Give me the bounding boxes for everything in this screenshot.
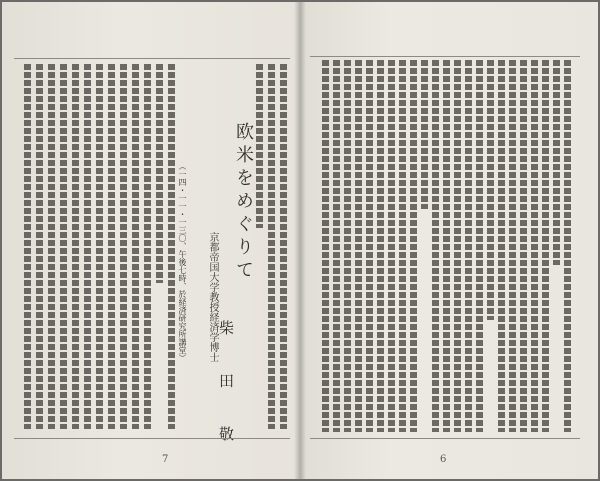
- top-rule: [310, 56, 580, 57]
- author-name: 柴 田 敬: [217, 320, 235, 451]
- article-title: 欧米をめぐりて: [233, 122, 254, 283]
- bottom-rule: [14, 438, 290, 439]
- body-text-continuation: [256, 64, 286, 429]
- bottom-rule: [310, 438, 580, 439]
- body-text-block: [322, 60, 578, 432]
- book-gutter: [294, 2, 306, 479]
- body-text-block: [24, 64, 174, 429]
- lecture-note: （一四・一一・一三〇、午後七時、於経済研究所講堂）: [178, 162, 187, 362]
- right-page: [300, 2, 598, 479]
- book-spread: [2, 2, 598, 479]
- top-rule: [14, 58, 290, 59]
- page-number-left: 7: [162, 454, 169, 465]
- left-page: [2, 2, 300, 479]
- page-number-right: 6: [440, 454, 447, 465]
- author-affiliation: 京都帝国大学教授経済学博士: [207, 232, 218, 362]
